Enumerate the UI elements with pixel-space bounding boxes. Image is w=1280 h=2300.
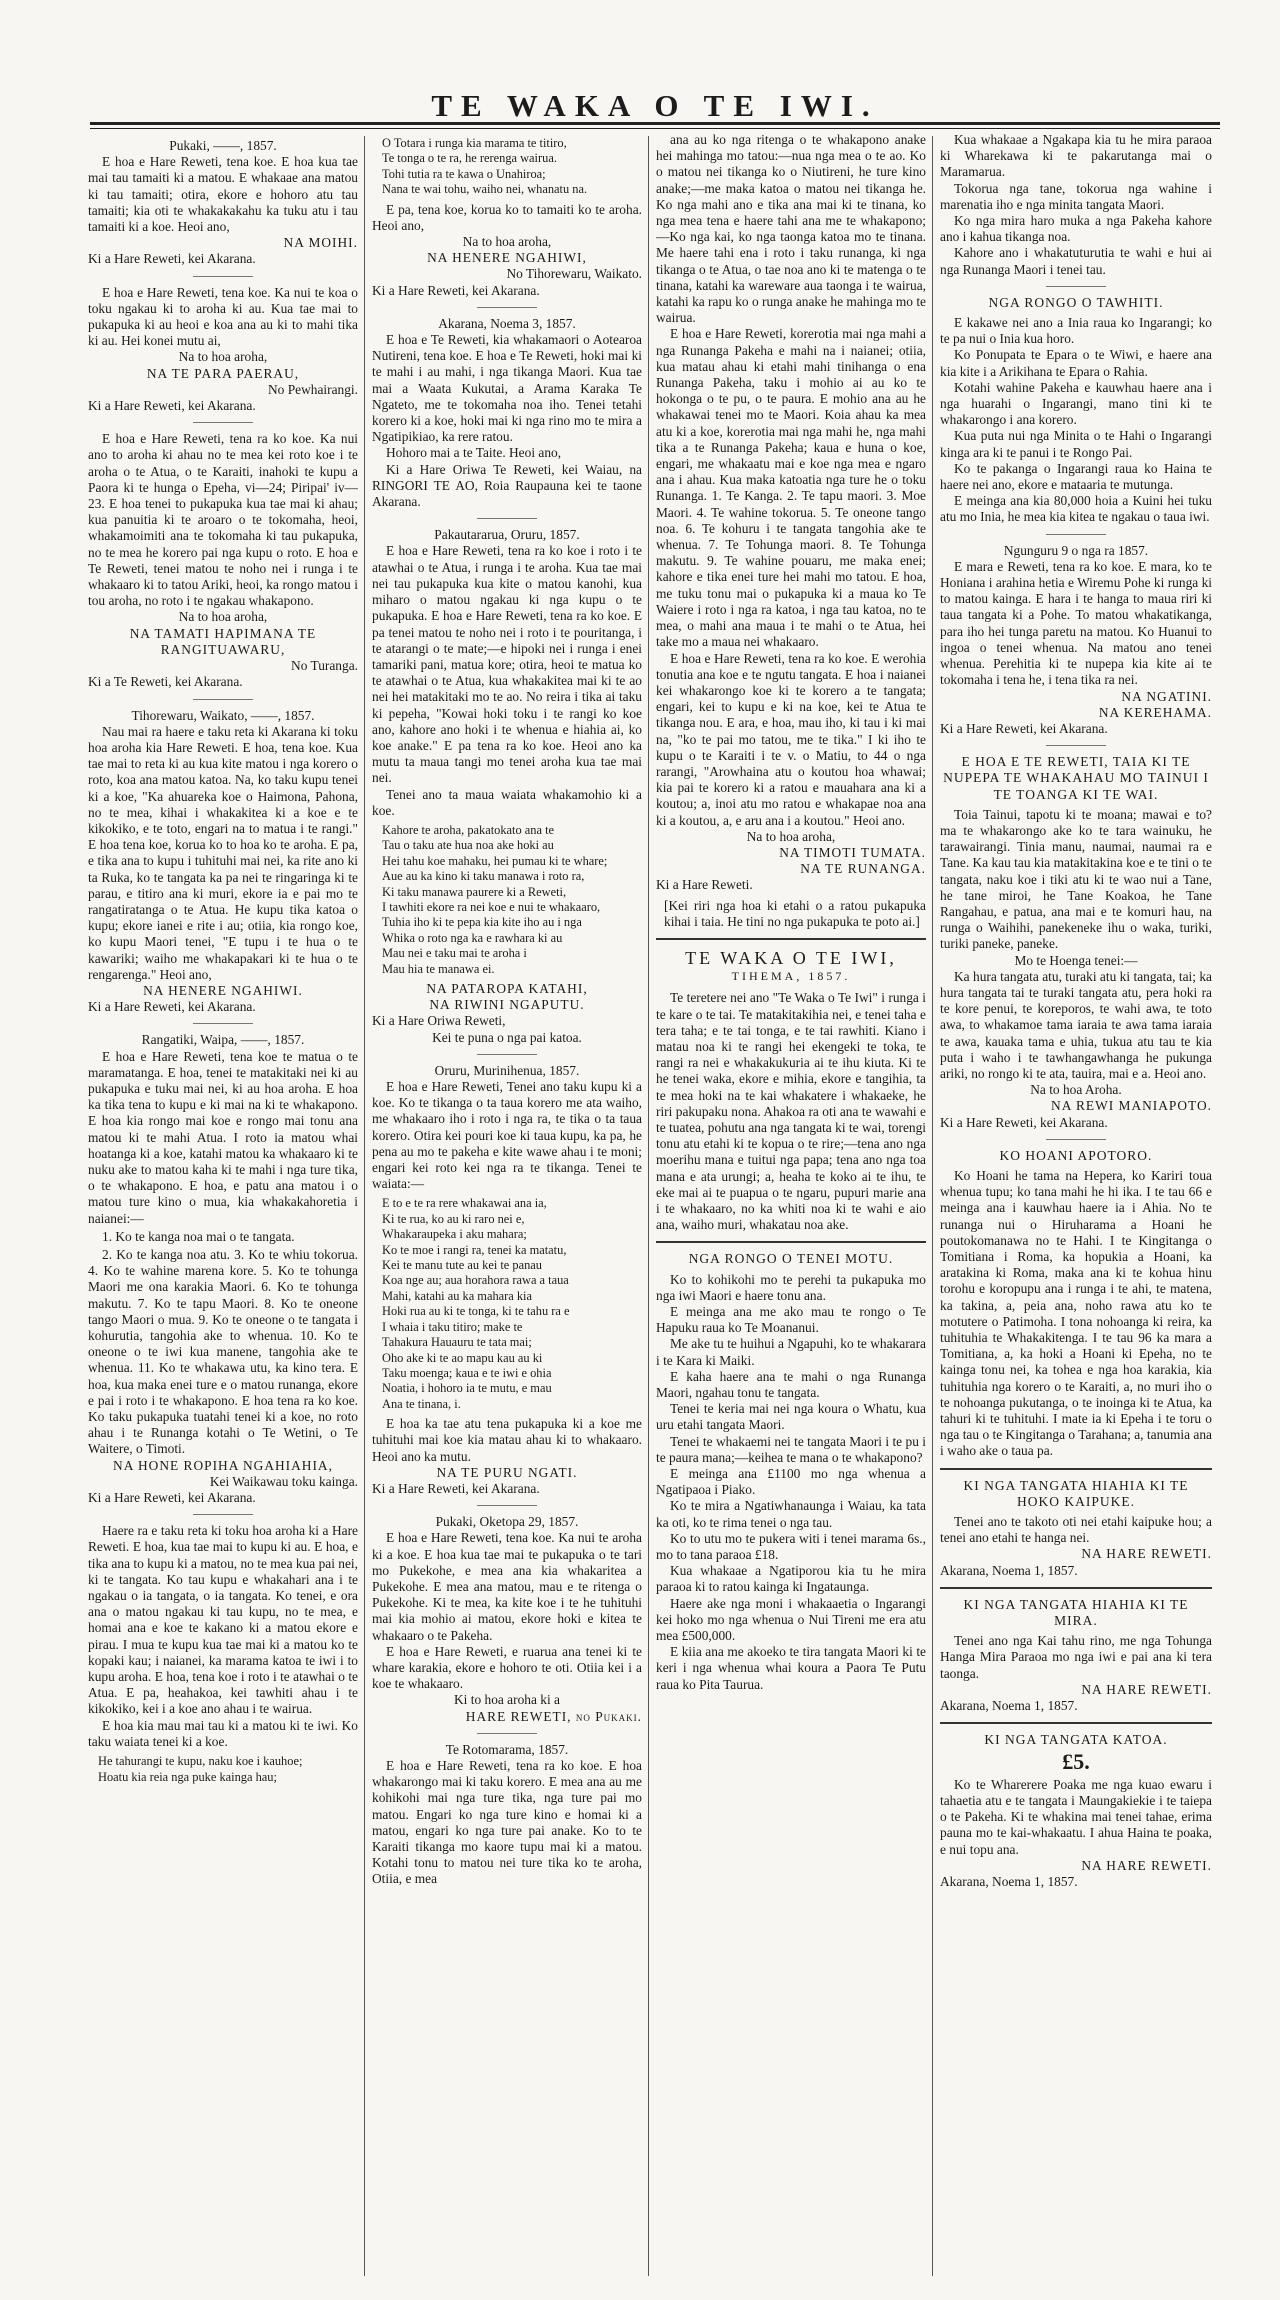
news-heading: NGA RONGO O TAWHITI. bbox=[988, 294, 1164, 310]
news-item: Tenei te whakaemi nei te tangata Maori i te pu i te paura mana;—keihea te mana o te whakapono? bbox=[656, 1433, 926, 1465]
news-item: E meinga ana kia 80,000 hoia a Kuini hei tuku atu mo Inia, he mea kia kitea te ngakau o taua iwi. bbox=[940, 493, 1212, 525]
letter-signature: NA HENERE NGAHIWI. bbox=[143, 982, 303, 998]
letter-body: E hoa e Hare Reweti, korerotia mai nga mahi a nga Runanga Pakeha e mahi na i naianei; otiia, kua matau ahau ki etahi mahi tinihanga o ena Runanga Pakeha, taku i mohio ai au ko te hokonga o te pu, o te paura. E mohio ana au he whakawai tenei mo te Maori. Koia ahau ka mea atu ki a koe, korerotia mai nga mahi he, nga mahi tika a te Runanga Pakeha; kaua e huna o koe, engari, me whakaatu mai e koe nga mea e ngaro ana i ahau. Kua maka katoatia nga ture he o toku Runanga. 1. Te Kanga. 2. Te tapu maori. 3. Moe Maori. 4. Te wahine tokorua. 5. Te oneone tango noa. 6. Te kohuru i te tangata tangohia ake te whenua. 7. Te Tohunga maori. 8. Te Tohunga makutu. 9. Te wahine pouaru, me maka enei; kahore e tika enei ture hei mahi mo tatou. E hoa, me tuku tonu mai o pukapuka ki a maua ko Te Waiere i roto i nga ra katoa, i nga tau katoa, no te mea, o mahi ana maua i te mahi o te Atua, hei take mo a maua nei whakaaro. bbox=[656, 326, 926, 650]
letter-body: E hoa e Hare Reweti, tena koe. E hoa kua tae mai tau tamaiti ki a matou. E whakaae ana matou ki tau tamaiti; otira, ekore e hohoro atu tau tamaiti; kia oti te whakakakahu ka tuku atu i tau tamaiti ki a koe. Heoi ano, bbox=[88, 154, 358, 235]
letter-signature: NA HONE ROPIHA NGAHIAHIA, bbox=[113, 1457, 333, 1473]
letter-body: E hoa e Hare Reweti, tena ra ko koe. E werohia tonutia ana koe e te ngutu tangata. E hoa i naianei kei whakarongo koe ki te korero a te tangata; engari, kei to kupu e ki na koe, kei te Atua te tikanga nou. E ara, e hoa, mau iho, ki tau i ki mai na, "ko te pai mo tatou, me te tika." I ki iho te kupu o te Karaiti i te v. o Matiu, to 44 o nga rarangi, "Arowhaina atu o koutou hoa whawai; kia pai te korero ki a ratou e mauahara ana ki a koutou; a, inoi atu mo ratou e whakapae noa ana ki a koutou, a, e aru ana i a koutou." Heoi ano. bbox=[656, 650, 926, 828]
separator bbox=[477, 307, 537, 308]
masthead-rule-thin bbox=[90, 128, 1220, 129]
news-item: E meinga ana £1100 mo nga whenua a Ngatipaoa i Piako. bbox=[656, 1466, 926, 1498]
separator bbox=[193, 699, 253, 700]
letter-signature: NA TAMATI HAPIMANA TE RANGITUAWARU, bbox=[129, 625, 317, 657]
news-item: Haere ake nga moni i whakaaetia o Ingarangi kei hoko mo nga whenua o Nui Tireni me era atu mea £500,000. bbox=[656, 1595, 926, 1644]
letter-signature: NA PATAROPA KATAHI, bbox=[426, 981, 588, 996]
song-line: Tau o taku ate hua noa ake hoki au bbox=[382, 838, 554, 853]
letter-address: Ki a Hare Reweti, kei Akarana. bbox=[940, 1114, 1108, 1130]
advert-body: Ko te Wharerere Poaka me nga kuao ewaru i tahaetia atu e te tangata i Maungakiekie i te taiepa o te Pakeha. Ki te whakina mai tenei tahae, erima pauna mo te kai-whakaatu. I ahua Haina te poaka, e nui topu ana. bbox=[940, 1776, 1212, 1857]
letter-place: No Tihorewaru, Waikato. bbox=[506, 266, 642, 282]
masthead: TE WAKA O TE IWI. bbox=[431, 88, 879, 123]
letter-body: E hoa ka tae atu tena pukapuka ki a koe me tuhituhi mai koe kia matau ahau ki to whakaaro. Heoi ano ka mutu. bbox=[372, 1416, 642, 1464]
news-item: Kua whakaae a Ngakapa kia tu he mira paraoa ki Wharekawa ki te pakarutanga mai o Maramarua. bbox=[940, 132, 1212, 180]
letter-body: Tenei ano ta maua waiata whakamohio ki a koe. bbox=[372, 786, 642, 818]
reward-amount: £5. bbox=[1062, 1749, 1090, 1775]
news-item: E meinga ana me ako mau te rongo o Te Hapuku raua ko Te Moananui. bbox=[656, 1304, 926, 1336]
letter-body: E mara e Reweti, tena ra ko koe. E mara, ko te Honiana i arahina hetia e Wiremu Pohe ki runga ki to matou kainga. E hara i te hanga to maua riri ki taua tangata ki a Pohe. To matou whakatikanga, para iho hei tunga paretu na matou. Ko Huanui to ingoa o tenei whenua. Na matou ano tenei whenua. Perehitia ki te nupepa kia kite ai te tokomaha i tena he, i tena tika ra nei. bbox=[940, 558, 1212, 688]
advert-heading: KI NGA TANGATA HIAHIA KI TE HOKO KAIPUKE. bbox=[963, 1477, 1189, 1509]
song-line: Kei te manu tute au kei te panau bbox=[382, 1258, 542, 1273]
letter-body: E hoa e Hare Reweti, Tenei ano taku kupu ki a koe. Ko te tikanga o ta taua korero me ata waiho, me whakaaro iho i roto i nga ra, te tika o ta taua korero. Otira kei pouri koe ki taua kupu, ka pa, he pena au mo te pakeha e kite wawe ahau i te moni; engari kei roto kei nga ra te tikanga. Tenei te waiata:— bbox=[372, 1079, 642, 1192]
song-verse bbox=[382, 1196, 642, 1412]
article-body: Ko Hoani he tama na Hepera, ko Kariri toua whenua tupu; ko tana mahi he hi ika. I te tau 66 e meinga ana i kauwhau haere ia i Ahia. No te runanga nui o Hiruharama a Hoani he poutokomanawa no te Hahi. I te Kingitanga o Tomitiana i Roma, ka hopukia a Hoani, ka aratakina ki Roma, maka ana ki te kohua hinu torohu e koropupu ana i runga i te ahi, te matena, ka takina, a, peia ana, noho rawa atu ko te motutere o Patimoha. I tona nohoanga ki reira, ka tuhituhia te Whakakitenga. I te tau 96 ka mara a Tomitiana, a, ka hoki a Hoani ki Epeha, no te kainga tonu nei, ka tohea e nga hoa karakia, kia tuhituhia nga korero o te Karaiti, a, no muri iho o te nohoanga pukutanga, o te inoinga ki te Atua, ka tahuri ki te tuhituhi. I mate ia ki Epeha i te toru o nga tau o te Kingitanga o Tarahana; a, tanumia ana i waho ake o taua pa. bbox=[940, 1167, 1212, 1459]
song-line: Aue au ka kino ki taku manawa i roto ra, bbox=[382, 869, 585, 884]
letter-body: Haere ra e taku reta ki toku hoa aroha ki a Hare Reweti. E hoa, kua tae mai to kupu ki au. E hoa, e tika ana to kupu ki a matou, no te mea kua pai nei, ki te tangata. Ko tau kupu e whakahari ana i te ngakau o ia tangata, o ia tangata. Ko tenei, e ora ana o matou ngakau ki tau kupu, no te mea, e homai ana e koe te kakano ki a matou ekore e pirau. I mua te kupu kua tae mai ki a matou ko te kopaki kau; i naianei, ka marama katoa te iwi i to kupu aroha. E hoa, tena koe i roto i te atawhai o te Atua. E pa, heahakoa, kei tawhiti ahau i te kikokiko, kei i a koe ano ahau i te wairua. bbox=[88, 1523, 358, 1717]
song-verse bbox=[98, 1754, 358, 1785]
letter-body: E hoa e Hare Reweti, tena ra ko koe i roto i te atawhai o te Atua, i runga i te aroha. Kua tae mai nei tau pukapuka kua kite o matou kanohi, kua miharo o matou ngakau ki nga kupu o te pukapuka. E hoa e Hare Reweti, tena ra ko koe. E pa tenei matou te noho nei i roto i te pouritanga, i te atarangi o te mate;—e hipoki nei i runga i enei tamariki pani, matua kore; otira, heoi te matua ko te atawhai o te Atua, kua whakakitea mai ki te ao nei hei matakitaki mo te ao. No reira i tika ai taku ki pepeha, "Kowai hoki toku i te rangi ko koe ano, kahore ano hoki i te whenua e hiahia ai, ko koe anake." E pa tena ra ko koe. Heoi ano ka mutu ta maua tangi mo tenei aroha kua tae mai nei. bbox=[372, 543, 642, 786]
letter-body: E hoa e Hare Reweti, tena ra ko koe. Ka nui ano to aroha ki ahau no te mea kei roto koe i te aroha o te Atua, o te Karaiti, inahoki te kupu a Paora ki te hunga o Epeha, vi—24; Piripai' iv—23. E hoa tenei to pukapuka kua tae mai ki ahau; kua panuitia ki te aroaro o te tokomaha, heoi, whakamoimiti ana te tokomaha ki tau pukapuka, no te mea he korero pai nga kupu o roto. E hoa e Te Reweti, tenei matou te noho nei i runga i te whakaaro ki to tatou Ariki, heoi, ka rongo matou i tou aroha, no roto i te ngakau whakapono. bbox=[88, 431, 358, 609]
news-item: Ko to kohikohi mo te perehi ta pukapuka mo nga iwi Maori e haere tonu ana. bbox=[656, 1271, 926, 1303]
song-line: Ko te moe i rangi ra, tenei ka matatu, bbox=[382, 1242, 567, 1257]
column-divider bbox=[364, 136, 365, 2276]
letter-body: E hoa e Hare Reweti, tena ra ko koe. E hoa whakarongo mai ki taku korero. E mea ana au me kohikohi mai nga ture tika, nga ture pai mo matou. Engari ko nga ture kino e homai ki a matou, engari ko nga ture pai anake. Ko to te Karaiti tikanga mo kaore tupu mai ki a matou. Kotahi tonu to matou nei ture tika ko te aroha, Otiia, e mea bbox=[372, 1757, 642, 1887]
separator bbox=[1046, 1139, 1106, 1140]
letter-body: E hoa e Hare Reweti, tena koe te matua o te maramatanga. E hoa, tenei te matakitaki nei ki au pukapuka e tuku mai nei, ki au hoa aroha. E hoa ka tika tena to kupu e ki mai na ki te whakapono. E hoa kia rongo mai koe e rongo mai tonu ana matou ki te mahi Atua. I roto ia matou whai hoatanga ki a koe, katahi matou ka whakaaro ki te nuku ake to matou kaha ki te mahi i nga ture tika, o te whakapono. E hoa, e patu ana matou i o matou ture kino o mua, kia whakakahoretia i naianei:— bbox=[88, 1048, 358, 1226]
letter-date: Akarana, Noema 3, 1857. bbox=[438, 315, 576, 331]
song-line: Ki te rua, ko au ki raro nei e, bbox=[382, 1211, 525, 1226]
song-line: Ki taku manawa paurere ki a Reweti, bbox=[382, 884, 567, 899]
separator bbox=[477, 1054, 537, 1055]
news-item: Tokorua nga tane, tokorua nga wahine i marenatia iho e nga minita tangata Maori. bbox=[940, 180, 1212, 212]
letter-signature: NA TE PARA PAERAU, bbox=[146, 365, 300, 381]
song-line: Noatia, i hohoro ia te mutu, e mau bbox=[382, 1381, 552, 1396]
song-line: Tuhia iho ki te pepa kia kite iho au i nga bbox=[382, 915, 582, 930]
letter-address: Ki a Hare Oriwa Reweti, bbox=[372, 1013, 506, 1029]
separator bbox=[1046, 745, 1106, 746]
section-rule bbox=[940, 1722, 1212, 1724]
letter-address: Ki a Hare Reweti, kei Akarana. bbox=[372, 282, 540, 298]
song-line: Nana te wai tohu, waiho nei, whanatu na. bbox=[382, 182, 588, 197]
advert-signature: NA HARE REWETI. bbox=[1081, 1681, 1212, 1697]
separator bbox=[477, 518, 537, 519]
column-3 bbox=[656, 132, 926, 2282]
song-verse bbox=[382, 136, 642, 198]
letter-body: E hoa kia mau mai tau ki a matou ki te iwi. Ko taku waiata tenei ki a koe. bbox=[88, 1717, 358, 1749]
news-item: Me ake tu te huihui a Ngapuhi, ko te whakarara i te Kara ki Maiki. bbox=[656, 1336, 926, 1368]
letter-date: Pukaki, ——, 1857. bbox=[169, 138, 277, 153]
song-line: Whakaraupeka i aku mahara; bbox=[382, 1227, 527, 1242]
separator bbox=[477, 1733, 537, 1734]
news-item: Ko nga mira haro muka a nga Pakeha kahore ano i kahua tikanga noa. bbox=[940, 213, 1212, 245]
letter-body: E hoa e Te Reweti, kia whakamaori o Aotearoa Nutireni, tena koe. E hoa e Te Reweti, hoki mai ki te mahi i au mahi, i nga tikanga Maori. Kua tae mai a Waata Kukutai, a Arama Karaka Te Ngateto, me te tokomaha noa iho. Tenei tetahi korero ki a koe, hoki mai ki nga rino mo te mira a Ngatipikiao, ka rere ratou. bbox=[372, 332, 642, 445]
letter-signature: HARE REWETI, no Pukaki. bbox=[465, 1708, 642, 1724]
letter-signature: NA HENERE NGAHIWI, bbox=[427, 250, 587, 266]
letter-signature: NA TIMOTI TUMATA. bbox=[779, 844, 926, 860]
song-line: Whika o roto nga ka e rawhara ki au bbox=[382, 930, 563, 945]
separator bbox=[1046, 286, 1106, 287]
letter-body: E pa, tena koe, korua ko to tamaiti ko te aroha. Heoi ano, bbox=[372, 201, 642, 233]
section-rule bbox=[656, 938, 926, 940]
news-item: Ko te mira a Ngatiwhanaunga i Waiau, ka tata ka oti, ko te rima tenei o nga tau. bbox=[656, 1498, 926, 1530]
list-item: 2. Ko te kanga noa atu. 3. Ko te whiu tokorua. 4. Ko te wahine marena kore. 5. Ko te tohunga Maori me ona karakia Maori. 6. Ko te tohunga makutu. 7. Ko te tapu Maori. 8. Ko te oneone tango Maori o mua. 9. Ko te oneone o te tangata i kohurutia, tangohia ake to whenua. 10. Ko te oneone o te iwi kua manene, tangohia ake te whenua. 11. Ko te whakawa utu, ka kino tera. E hoa, kua maka enei ture e o matou runanga, ekore e pai i roto i te whakapono. E hoa tena ra ko koe. Ko taku pukapuka tuatahi tenei ki a koe, no roto ahau i te Runanga kotahi o Te Wetini, o Te Waitere, o Timoti. bbox=[88, 1247, 358, 1457]
letter-closing: Na to hoa aroha, bbox=[462, 234, 552, 250]
separator bbox=[477, 1505, 537, 1506]
section-rule bbox=[656, 1241, 926, 1243]
separator bbox=[193, 276, 253, 277]
letter-address: Ki a Te Reweti, kei Akarana. bbox=[88, 674, 243, 690]
letter-body: ana au ko nga ritenga o te whakapono anake hei mahinga mo tatou:—nua nga mea o te ao. Ko o matou nei tikanga ko o Niutireni, he ture kino anake;—me maka katoa o matou nei tikanga he. Ko nga mahi ano e tika ana mai ki te tinana, ko nga mea tena e haere tahi ana me te whakapono;—Ko nga kai, ko nga taonga katoa mo te tinana. Me haere tahi ena i roto i taku runanga, ki nga tikanga o te Atua, o tae noa ano ki te matenga o te tinana, katahi ka wareware aua taonga i te wairua, katahi ka rapu ko o runga anake he mahinga mo te wairua. bbox=[656, 132, 926, 326]
song-verse bbox=[382, 823, 642, 977]
advert-signature: NA HARE REWETI. bbox=[1081, 1857, 1212, 1873]
letter-body: E hoa e Hare Reweti, tena koe. Ka nui te koa o toku ngakau ki to aroha ki au. Kua tae mai to pukapuka ki au heoi e koa ana au ki to mahi tika ki au. Hei konei mutu ai, bbox=[88, 284, 358, 349]
song-line: Koa nge au; aua horahora rawa a taua bbox=[382, 1273, 569, 1288]
news-item: E kaha haere ana te mahi o nga Runanga Maori, ngahau tonu te tangata. bbox=[656, 1368, 926, 1401]
letter-signature: NA TE PURU NGATI. bbox=[436, 1464, 578, 1480]
letter-signature: NA MOIHI. bbox=[283, 235, 358, 251]
list-item: 1. Ko te kanga noa mai o te tangata. bbox=[102, 1228, 295, 1244]
advert-body: Tenei ano nga Kai tahu rino, me nga Tohunga Hanga Mira Paraoa mo nga iwi e pai ana ki tera taonga. bbox=[940, 1633, 1212, 1681]
news-item: Ko te pakanga o Ingarangi raua ko Haina te haere nei ano, ekore e mataaria te mutunga. bbox=[940, 460, 1212, 493]
letter-body: E hoa e Hare Reweti, e ruarua ana tenei ki te whare karakia, ekore e hohoro te oti. Otiia kei i a koe te whakaaro. bbox=[372, 1643, 642, 1692]
letter-address: Ki a Hare Reweti. bbox=[656, 877, 753, 893]
song-lead: Mo te Hoenga tenei:— bbox=[1014, 952, 1138, 968]
letter-closing: Ki to hoa aroha ki a bbox=[454, 1692, 560, 1708]
letter-address: Ki a Hare Reweti, kei Akarana. bbox=[372, 1480, 540, 1496]
song-line: Taku moenga; kaua e te iwi e ohia bbox=[382, 1365, 552, 1380]
editor-note: [Kei riri nga hoa ki etahi o a ratou pukapuka kihai i taia. He tini no nga pukapuka te poto ai.] bbox=[664, 897, 926, 929]
news-item: Kotahi wahine Pakeha e kauwhau haere ana i nga huarahi o Ingarangi, mano tini ki te whakarongo i ana korero. bbox=[940, 379, 1212, 428]
letter-date: Pukaki, Oketopa 29, 1857. bbox=[435, 1514, 579, 1530]
letter-closing: Na to hoa aroha, bbox=[178, 609, 268, 625]
masthead-rule bbox=[90, 122, 1220, 125]
song-line: I tawhiti ekore ra nei koe e nui te whakaaro, bbox=[382, 899, 601, 914]
song-line: O Totara i runga kia marama te titiro, bbox=[382, 136, 567, 150]
column-2 bbox=[372, 132, 642, 2282]
letter-date: Oruru, Murinihenua, 1857. bbox=[434, 1062, 580, 1078]
letter-signature: Ki a Hare Oriwa Te Reweti, kei Waiau, na RINGORI TE AO, Roia Raupauna kei te taone Akarana. bbox=[372, 461, 642, 510]
separator bbox=[1046, 534, 1106, 535]
letter-place: No Pewhairangi. bbox=[268, 381, 358, 397]
section-title: TE WAKA O TE IWI, bbox=[685, 947, 897, 968]
article-heading: KO HOANI APOTORO. bbox=[999, 1147, 1153, 1163]
letter-heading: E HOA E TE REWETI, TAIA KI TE NUPEPA TE WHAKAHAU MO TAINUI I TE TOANGA KI TE WAI. bbox=[943, 754, 1209, 802]
song-line: He tahurangi te kupu, naku koe i kauhoe; bbox=[98, 1754, 303, 1769]
letter-body: Toia Tainui, tapotu ki te moana; mawai e to? ma te whakarongo ake ko te tara wainuku, he tarawairangi. Tinia manu, naumai, naumai ra e Tane. Ka kau tau kia matakitakina koe e te tini o te tangata, naku koe i tiki atu ki te wao nui a Tane, he tane miroi, he Tane Koakoa, he Tane Rangahau, e patua, ana mai e te komuri hau, na runga o Waihihi, panekeneke ihu o waka, turiki, turiki paneke, paneke. bbox=[940, 806, 1212, 952]
song-line: Ana te tinana, i. bbox=[382, 1396, 461, 1411]
song-body: Ka hura tangata atu, turaki atu ki tangata, tai; ka hura tangata tai te turaki tangata atu, pera hoki ra te kore penui, te koreporos, te wahi awa, te toto awa, to whakamoe tama iaraia te awa tama iaraia te awa, kauaka tama e uhia, tukua atu tau te kia puta i waho i te tawhangawhanga he pukunga ariki, no rongo ki te ata, tauira, mai e a. Heoi ano. bbox=[940, 968, 1212, 1081]
letter-signature: NA KEREHAMA. bbox=[1098, 704, 1212, 720]
song-line: Hoki rua au ki te tonga, ki te tahu ra e bbox=[382, 1304, 570, 1319]
song-line: Mahi, katahi au ka mahara kia bbox=[382, 1288, 533, 1303]
news-item: Kahore ano i whakatuturutia te wahi e hui ai nga Runanga Maori i tenei tau. bbox=[940, 245, 1212, 277]
letter-signature: NA RIWINI NGAPUTU. bbox=[429, 997, 585, 1013]
letter-address: Kei te puna o nga pai katoa. bbox=[432, 1029, 582, 1045]
song-line: Tohi tutia ra te kawa o Unahiroa; bbox=[382, 166, 546, 181]
news-item: E kiia ana me akoeko te tira tangata Maori ki te keri i nga whenua whai koura a Paora Te Putu raua ko Pita Taurua. bbox=[656, 1644, 926, 1692]
column-1 bbox=[88, 132, 358, 2282]
song-line: Mau nei e taku mai te aroha i bbox=[382, 946, 527, 961]
advert-body: Tenei ano te takoto oti nei etahi kaipuke hou; a tenei ano etahi te hanga nei. bbox=[940, 1514, 1212, 1546]
separator bbox=[193, 1023, 253, 1024]
letter-closing: Na to hoa aroha, bbox=[178, 349, 268, 365]
song-line: E to e te ra rere whakawai ana ia, bbox=[382, 1196, 547, 1211]
letter-date: Ngunguru 9 o nga ra 1857. bbox=[1003, 542, 1149, 558]
song-line: Hei tahu koe mahaku, hei pumau ki te whare; bbox=[382, 853, 608, 868]
song-line: Tahakura Hauauru te tata mai; bbox=[382, 1335, 532, 1350]
section-rule bbox=[940, 1468, 1212, 1470]
letter-body: Nau mai ra haere e taku reta ki Akarana ki toku hoa aroha kia Hare Reweti. E hoa, tena koe. Kua tae mai to reta ki au kua kite matou i nga korero o roto, koa ana matou katoa. Na, ko taku kupu tenei ki a koe, "Ka ahuareka koe o Haimona, Pahona, no te mea, kihai i whakakitea ki a koe e te kikokiko, e te toto, engari na to matua i te rangi." E hoa tena koe, korua ko to hoa ko te aroha. E pa, e tika ana to kupu i tuhituhi mai nei, ka rite ano ki ta Ruka, ko te tangata ka pa nei te ringaringa ki te parau, e titiro ana ki muri, ekore ia e pai mo te rangatiratanga o te Atua. He kupu tika katoa o kupu; ekore ianei e rite i au; otiia, kia rongo koe, ko kupu Maori tenei, "E tupu i te hua o te kawariki; waiho me whakapakari ki te hua o te rengarenga." Heoi ano, bbox=[88, 723, 358, 982]
letter-body: E hoa e Hare Reweti, tena koe. Ka nui te aroha ki a koe. E hoa kua tae mai te pukapuka o te tari mo Pukekohe, e mea ana kia whakaritea a Pukekohe. E mea ana matou, mau e te ritenga o Pukekohe. Ki te mea, ka kite koe i te he tuhituhi mai kia mohio ai matou, ekore hoki e kitea te whakaaro o te Pakeha. bbox=[372, 1530, 642, 1643]
letter-date: Tihorewaru, Waikato, ——, 1857. bbox=[131, 707, 315, 723]
song-line: Oho ake ki te ao mapu kau au ki bbox=[382, 1350, 543, 1365]
news-item: Tenei te keria mai nei nga koura o Whatu, kua uru etahi tangata Maori. bbox=[656, 1401, 926, 1433]
letter-place: Kei Waikawau toku kainga. bbox=[209, 1473, 358, 1489]
letter-closing: Na to hoa Aroha. bbox=[1030, 1082, 1122, 1098]
news-item: Kua whakaae a Ngatiporou kia tu he mira paraoa ki to ratou kainga ki Ingataunga. bbox=[656, 1563, 926, 1595]
column-4 bbox=[940, 132, 1212, 2282]
song-line: Kahore te aroha, pakatokato ana te bbox=[382, 822, 555, 837]
editorial-body: Te teretere nei ano "Te Waka o Te Iwi" i runga i te kare o te tai. Te matakitakihia nei, e tenei taha e tera taha; e te tai tonga, e te tai rawhiti. Kiano i matau noa ki te rangi hei ekengeki te toka, te rangi ra nei e whakakukuria ai te ihu kiuta. Ki te he tenei waka, ekore e mihia, ekore e tangihia, ta te mea hoki na te kai whakatere i whakaeke, he riri pakupaku nona. Ahakoa ra oti ana te wawahi e te tuatea, pohutu ana nga tangata ki te wai, torengi tonu atu etahi ki te kopua o te rire;—tena ano nga moerihu mana e tuitui nga papa; tena ano nga toa mana e ata urungi; a, heaha te koko ai te ihu, te eke mai ai te puapua o te ngaru, pupuri marie ana i te whakaaro, no ka whiti noa ki te wahi e aio ana, waiho muri, whakatau noa ake. bbox=[656, 990, 926, 1233]
letter-closing: Na to hoa aroha, bbox=[746, 828, 836, 844]
letter-date: Rangatiki, Waipa, ——, 1857. bbox=[141, 1032, 305, 1048]
section-date: TIHEMA, 1857. bbox=[731, 969, 851, 984]
advert-heading: KI NGA TANGATA KATOA. bbox=[984, 1732, 1168, 1748]
letter-address: Ki a Hare Reweti, kei Akarana. bbox=[88, 999, 256, 1015]
letter-body: Hohoro mai a te Taite. Heoi ano, bbox=[386, 445, 562, 461]
song-line: Hoatu kia reia nga puke kainga hau; bbox=[98, 1769, 277, 1784]
song-line: Mau hia te manawa ei. bbox=[382, 961, 495, 976]
news-item: Ko to utu mo te pukera witi i tenei marama 6s., mo to tana paraoa £18. bbox=[656, 1530, 926, 1563]
separator bbox=[193, 1514, 253, 1515]
news-item: Kua puta nui nga Minita o te Hahi o Ingarangi kinga ara ki te panui i te Rongo Pai. bbox=[940, 428, 1212, 460]
advert-date: Akarana, Noema 1, 1857. bbox=[940, 1873, 1078, 1889]
news-item: E kakawe nei ano a Inia raua ko Ingarangi; ko te pa nui o Inia kua horo. bbox=[940, 315, 1212, 347]
letter-date: Pakautararua, Oruru, 1857. bbox=[434, 527, 580, 543]
letter-signature: NA NGATINI. bbox=[1121, 688, 1212, 704]
letter-signature: NA TE RUNANGA. bbox=[800, 861, 926, 877]
separator bbox=[193, 422, 253, 423]
letter-signature: NA REWI MANIAPOTO. bbox=[1051, 1098, 1212, 1114]
letter-date: Te Rotomarama, 1857. bbox=[445, 1741, 569, 1757]
column-divider bbox=[648, 136, 649, 2276]
song-line: I whaia i taku titiro; make te bbox=[382, 1319, 523, 1334]
letter-address: Ki a Hare Reweti, kei Akarana. bbox=[88, 1490, 256, 1506]
letter-address: Ki a Hare Reweti, kei Akarana. bbox=[88, 251, 256, 267]
news-item: Ko Ponupata te Epara o te Wiwi, e haere ana kia kite i a Arikihana te Epara o Rahia. bbox=[940, 347, 1212, 379]
advert-date: Akarana, Noema 1, 1857. bbox=[940, 1698, 1078, 1714]
letter-address: Ki a Hare Reweti, kei Akarana. bbox=[940, 720, 1108, 736]
letter-place: No Turanga. bbox=[291, 658, 358, 674]
letter-address: Ki a Hare Reweti, kei Akarana. bbox=[88, 398, 256, 414]
column-divider bbox=[932, 136, 933, 2276]
news-heading: NGA RONGO O TENEI MOTU. bbox=[688, 1251, 894, 1267]
song-line: Te tonga o te ra, he rerenga wairua. bbox=[382, 151, 557, 166]
advert-heading: KI NGA TANGATA HIAHIA KI TE MIRA. bbox=[963, 1596, 1189, 1629]
advert-signature: NA HARE REWETI. bbox=[1081, 1546, 1212, 1562]
section-rule bbox=[940, 1587, 1212, 1589]
advert-date: Akarana, Noema 1, 1857. bbox=[940, 1562, 1078, 1578]
